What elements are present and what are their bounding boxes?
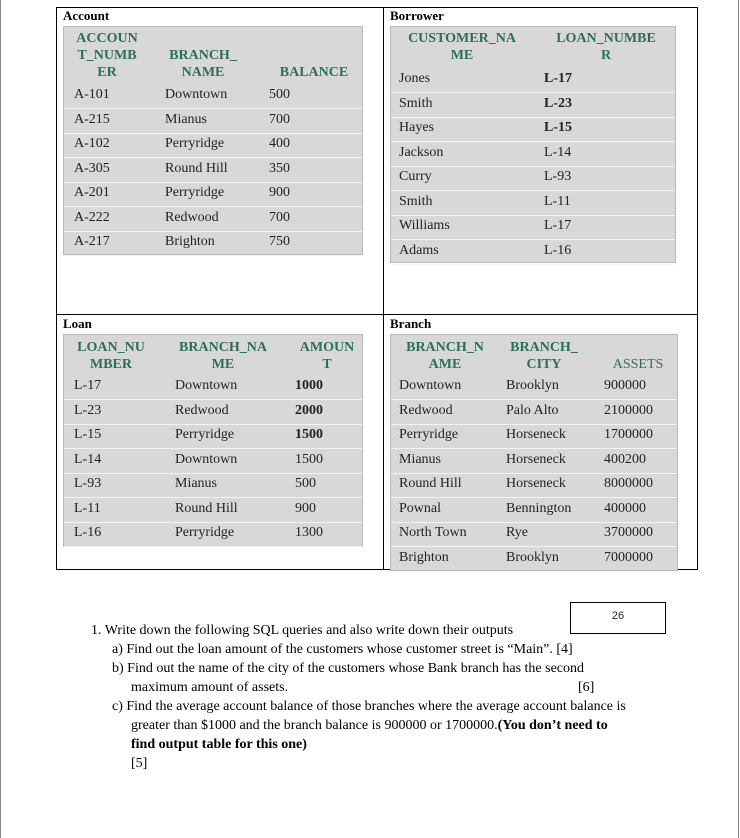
loan-cell: Redwood bbox=[175, 402, 229, 418]
borrower-cell: L-23 bbox=[544, 95, 572, 111]
account-header-branch-name bbox=[160, 47, 246, 81]
header-line: AME bbox=[428, 357, 462, 372]
branch-row bbox=[391, 376, 677, 400]
account-cell: 350 bbox=[269, 160, 290, 176]
loan-cell: L-14 bbox=[74, 451, 102, 467]
borrower-row bbox=[391, 167, 675, 191]
header-line: T bbox=[322, 357, 332, 372]
borrower-row bbox=[391, 69, 675, 93]
loan-header-loan-number bbox=[68, 339, 154, 373]
question-1c-line1: c) Find the average account balance of those branches where the average account balance is bbox=[112, 699, 626, 714]
branch-cell: 2100000 bbox=[604, 402, 653, 418]
account-cell: Round Hill bbox=[165, 160, 228, 176]
account-row bbox=[64, 183, 362, 207]
borrower-row bbox=[391, 216, 675, 240]
loan-cell: Round Hill bbox=[175, 500, 238, 516]
loan-cell: Perryridge bbox=[175, 525, 235, 540]
branch-cell: Horseneck bbox=[506, 451, 566, 467]
loan-cell: L-11 bbox=[74, 500, 101, 516]
loan-cell: Downtown bbox=[175, 378, 238, 393]
account-row bbox=[64, 110, 362, 134]
question-1c-text: greater than $1000 and the branch balance is 900000 or 1700000. bbox=[131, 718, 498, 733]
branch-row bbox=[391, 474, 677, 498]
branch-header-assets bbox=[597, 356, 679, 373]
branch-cell: Palo Alto bbox=[506, 402, 559, 418]
borrower-cell: Curry bbox=[399, 169, 432, 184]
borrower-row bbox=[391, 143, 675, 167]
branch-cell: Redwood bbox=[399, 402, 453, 418]
branch-row bbox=[391, 425, 677, 449]
account-header-account-number bbox=[64, 30, 150, 81]
branch-title: Branch bbox=[390, 316, 432, 331]
header-line: BALANCE bbox=[279, 65, 349, 80]
branch-cell: Brooklyn bbox=[506, 378, 559, 393]
header-line: BRANCH_N bbox=[406, 340, 484, 355]
header-line: CUSTOMER_NA bbox=[408, 31, 516, 46]
branch-row bbox=[391, 450, 677, 474]
loan-header-branch-name bbox=[168, 339, 278, 373]
borrower-row bbox=[391, 241, 675, 265]
loan-row bbox=[64, 474, 362, 498]
borrower-cell: L-17 bbox=[544, 218, 572, 233]
header-line: LOAN_NUMBE bbox=[556, 31, 656, 46]
account-cell: 700 bbox=[269, 111, 290, 127]
borrower-cell: L-17 bbox=[544, 71, 572, 86]
header-line: ACCOUN bbox=[76, 31, 138, 46]
loan-cell: 1500 bbox=[295, 451, 323, 467]
question-1c-line3: find output table for this one) bbox=[131, 737, 307, 752]
loan-cell: L-15 bbox=[74, 427, 102, 442]
branch-header-branch-city bbox=[503, 339, 585, 373]
page-number-box: 26 bbox=[570, 602, 666, 634]
grid-divider-vertical bbox=[383, 7, 384, 570]
account-row bbox=[64, 232, 362, 256]
account-cell: A-305 bbox=[74, 160, 110, 176]
account-cell: A-217 bbox=[74, 234, 110, 249]
loan-cell: L-23 bbox=[74, 402, 102, 418]
account-cell: 900 bbox=[269, 185, 290, 200]
account-cell: 500 bbox=[269, 87, 290, 102]
branch-row bbox=[391, 499, 677, 523]
account-row bbox=[64, 159, 362, 183]
account-cell: Perryridge bbox=[165, 136, 225, 151]
branch-cell: Round Hill bbox=[399, 476, 462, 491]
loan-cell: Perryridge bbox=[175, 427, 235, 442]
branch-cell: 3700000 bbox=[604, 525, 653, 540]
branch-row bbox=[391, 523, 677, 547]
loan-cell: 1500 bbox=[295, 427, 323, 442]
account-cell: Brighton bbox=[165, 234, 215, 249]
borrower-cell: Smith bbox=[399, 193, 433, 209]
loan-row bbox=[64, 401, 362, 425]
borrower-cell: Adams bbox=[399, 242, 439, 258]
account-title: Account bbox=[63, 8, 110, 23]
loan-cell: 500 bbox=[295, 476, 316, 491]
borrower-cell: Smith bbox=[399, 95, 433, 111]
loan-row bbox=[64, 376, 362, 400]
header-line: AMOUN bbox=[299, 340, 355, 355]
loan-cell: 900 bbox=[295, 500, 316, 516]
borrower-cell: L-11 bbox=[544, 193, 571, 209]
borrower-cell: Jones bbox=[399, 71, 431, 86]
branch-cell: Rye bbox=[506, 525, 528, 540]
loan-cell: Mianus bbox=[175, 476, 217, 491]
branch-cell: 400200 bbox=[604, 451, 646, 467]
header-line: R bbox=[600, 48, 612, 63]
question-1b-line2: maximum amount of assets. bbox=[131, 680, 289, 695]
question-1a: a) Find out the loan amount of the customers whose customer street is “Main”. [4] bbox=[112, 642, 573, 657]
branch-cell: 900000 bbox=[604, 378, 646, 393]
page-edge-left bbox=[0, 0, 1, 838]
loan-cell: L-17 bbox=[74, 378, 102, 393]
borrower-cell: L-14 bbox=[544, 144, 572, 160]
branch-cell: 400000 bbox=[604, 500, 646, 516]
loan-header-amount bbox=[290, 339, 364, 373]
account-cell: A-102 bbox=[74, 136, 110, 151]
branch-cell: Perryridge bbox=[399, 427, 459, 442]
account-header-balance bbox=[269, 64, 359, 81]
borrower-cell: Jackson bbox=[399, 144, 444, 160]
loan-row bbox=[64, 425, 362, 449]
account-row bbox=[64, 85, 362, 109]
loan-cell: Downtown bbox=[175, 451, 238, 467]
question-1b-marks: [6] bbox=[578, 680, 595, 695]
header-line: LOAN_NU bbox=[77, 340, 145, 355]
loan-title: Loan bbox=[63, 316, 92, 331]
account-cell: Perryridge bbox=[165, 185, 225, 200]
borrower-cell: Hayes bbox=[399, 120, 434, 135]
branch-cell: 7000000 bbox=[604, 549, 653, 565]
borrower-row bbox=[391, 94, 675, 118]
header-line: BRANCH_ bbox=[169, 48, 237, 63]
account-row bbox=[64, 208, 362, 232]
branch-header-branch-name bbox=[395, 339, 495, 373]
question-1c-note: (You don’t need to bbox=[497, 718, 608, 733]
account-cell: 750 bbox=[269, 234, 290, 249]
branch-cell: Bennington bbox=[506, 500, 572, 516]
branch-cell: North Town bbox=[399, 525, 467, 540]
account-cell: A-101 bbox=[74, 87, 110, 102]
branch-table bbox=[390, 334, 678, 571]
header-line: ASSETS bbox=[612, 357, 664, 372]
question-1c-line2 bbox=[131, 718, 608, 734]
account-table bbox=[63, 26, 363, 255]
account-cell: A-201 bbox=[74, 185, 110, 200]
account-cell: A-222 bbox=[74, 209, 110, 225]
branch-cell: 8000000 bbox=[604, 476, 653, 491]
borrower-cell: L-15 bbox=[544, 120, 572, 135]
branch-cell: Pownal bbox=[399, 500, 441, 516]
header-line: BRANCH_NA bbox=[179, 340, 267, 355]
account-cell: A-215 bbox=[74, 111, 110, 127]
borrower-row bbox=[391, 192, 675, 216]
header-line: BRANCH_ bbox=[510, 340, 578, 355]
branch-row bbox=[391, 548, 677, 572]
question-1b-line1: b) Find out the name of the city of the customers whose Bank branch has the second bbox=[112, 661, 584, 676]
borrower-table bbox=[390, 26, 676, 263]
grid-divider-horizontal bbox=[56, 314, 698, 315]
branch-cell: Mianus bbox=[399, 451, 441, 467]
branch-cell: 1700000 bbox=[604, 427, 653, 442]
loan-cell: 1000 bbox=[295, 378, 323, 393]
question-1: 1. Write down the following SQL queries and also write down their outputs bbox=[91, 623, 514, 638]
account-cell: Mianus bbox=[165, 111, 207, 127]
branch-cell: Downtown bbox=[399, 378, 462, 393]
question-1c-marks: [5] bbox=[131, 756, 148, 771]
header-line: MBER bbox=[90, 357, 132, 372]
loan-cell: L-93 bbox=[74, 476, 102, 491]
branch-cell: Brighton bbox=[399, 549, 449, 565]
loan-row bbox=[64, 499, 362, 523]
loan-cell: L-16 bbox=[74, 525, 102, 540]
borrower-row bbox=[391, 118, 675, 142]
branch-cell: Horseneck bbox=[506, 427, 566, 442]
account-cell: Downtown bbox=[165, 87, 228, 102]
header-line: CITY bbox=[526, 357, 562, 372]
borrower-cell: Williams bbox=[399, 218, 450, 233]
borrower-header-customer-name bbox=[395, 30, 529, 64]
header-line: ER bbox=[97, 65, 117, 80]
page-edge-right bbox=[738, 0, 739, 838]
loan-cell: 2000 bbox=[295, 402, 323, 418]
header-line: T_NUMB bbox=[77, 48, 137, 63]
account-cell: 400 bbox=[269, 136, 290, 151]
account-cell: 700 bbox=[269, 209, 290, 225]
header-line: ME bbox=[211, 357, 235, 372]
account-cell: Redwood bbox=[165, 209, 219, 225]
branch-row bbox=[391, 401, 677, 425]
borrower-cell: L-16 bbox=[544, 242, 572, 258]
borrower-header-loan-number bbox=[539, 30, 673, 64]
loan-row bbox=[64, 523, 362, 547]
loan-row bbox=[64, 450, 362, 474]
header-line: ME bbox=[450, 48, 474, 63]
loan-table bbox=[63, 334, 363, 547]
borrower-cell: L-93 bbox=[544, 169, 572, 184]
account-row bbox=[64, 134, 362, 158]
loan-cell: 1300 bbox=[295, 525, 323, 540]
branch-cell: Brooklyn bbox=[506, 549, 559, 565]
borrower-title: Borrower bbox=[390, 8, 444, 23]
branch-cell: Horseneck bbox=[506, 476, 566, 491]
header-line: NAME bbox=[181, 65, 225, 80]
